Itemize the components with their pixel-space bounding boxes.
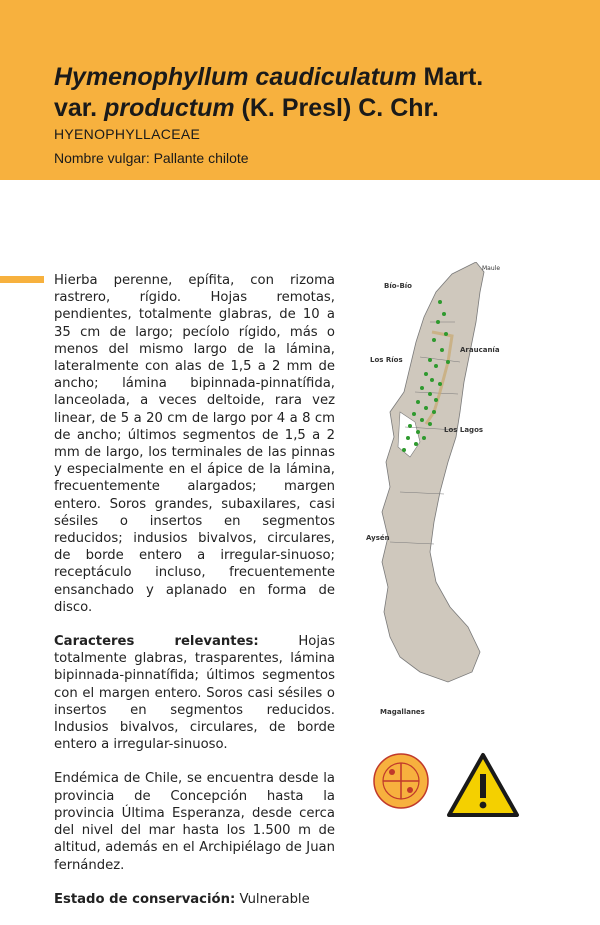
variety-name: productum (104, 94, 235, 122)
relevant-text: Hojas totalmente glabras, trasparentes, lámina bipinnada-pinnatífida; últimos segmentos con el margen entero. Soros casi sésiles o insertos en segmentos reducidos. Indusios bivalvos, circulares, de borde entero a irregular-sinuoso. (54, 634, 335, 753)
relevant-label: Caracteres relevantes: (54, 634, 259, 650)
species-title (54, 62, 594, 124)
variety-author: (K. Presl) C. Chr. (234, 94, 439, 122)
map-label-maule: Maule (482, 265, 500, 272)
distribution-paragraph: Endémica de Chile, se encuentra desde la provincia de Concepción hasta la provincia Última Esperanza, desde cerca del nivel del mar hasta los 1.500 m de altitud, además en el Archipiélago de Juan fernández. (54, 771, 335, 873)
common-name: Nombre vulgar: Pallante chilote (54, 150, 249, 166)
family-name: HYENOPHYLLACEAE (54, 126, 201, 142)
map-label-biobio: Bío-Bío (384, 282, 412, 290)
chile-map-icon (360, 262, 500, 722)
warning-triangle-icon (446, 752, 520, 818)
map-label-loslagos: Los Lagos (444, 426, 484, 434)
relevant-paragraph (54, 633, 335, 753)
distribution-map (360, 262, 500, 722)
species-author: Mart. (416, 63, 484, 91)
species-name: Hymenophyllum caudiculatum (54, 63, 417, 91)
description-column (54, 272, 335, 925)
description-paragraph: Hierba perenne, epífita, con rizoma rastrero, rígido. Hojas remotas, pendientes, totalmente glabras, de 10 a 35 cm de largo; pecíolo rígido, más o menos del mismo largo de la lámina, lateralmente con alas de 1,5 a 2 mm de ancho; lámina bipinnada-pinnatífida, lanceolada, a veces deltoide, rara vez linear, de 5 a 20 cm de largo por 4 a 8 cm de ancho; últimos segmentos de 1,5 a 2 mm de largo, los terminales de las pinnas y especialmente en el ápice de la lámina, frecuentemente alargados; margen entero. Soros grandes, subaxilares, casi sésiles o insertos en segmentos reducidos; indusios bivalvos, circulares, de borde entero a irregular-sinuoso; receptáculo incluso, frecuentemente ensanchado y aplanado en forma de disco. (54, 273, 335, 615)
indigenous-emblem-icon (372, 752, 430, 810)
map-label-magallanes: Magallanes (380, 708, 425, 716)
map-label-aysen: Aysén (366, 534, 390, 542)
variety-prefix: var. (54, 94, 105, 122)
conservation-value: Vulnerable (235, 891, 310, 907)
conservation-paragraph (54, 891, 335, 908)
conservation-label: Estado de conservación: (54, 891, 236, 907)
map-label-araucania: Araucanía (460, 346, 500, 354)
section-marker (0, 276, 44, 283)
map-label-losrios: Los Ríos (370, 356, 403, 364)
